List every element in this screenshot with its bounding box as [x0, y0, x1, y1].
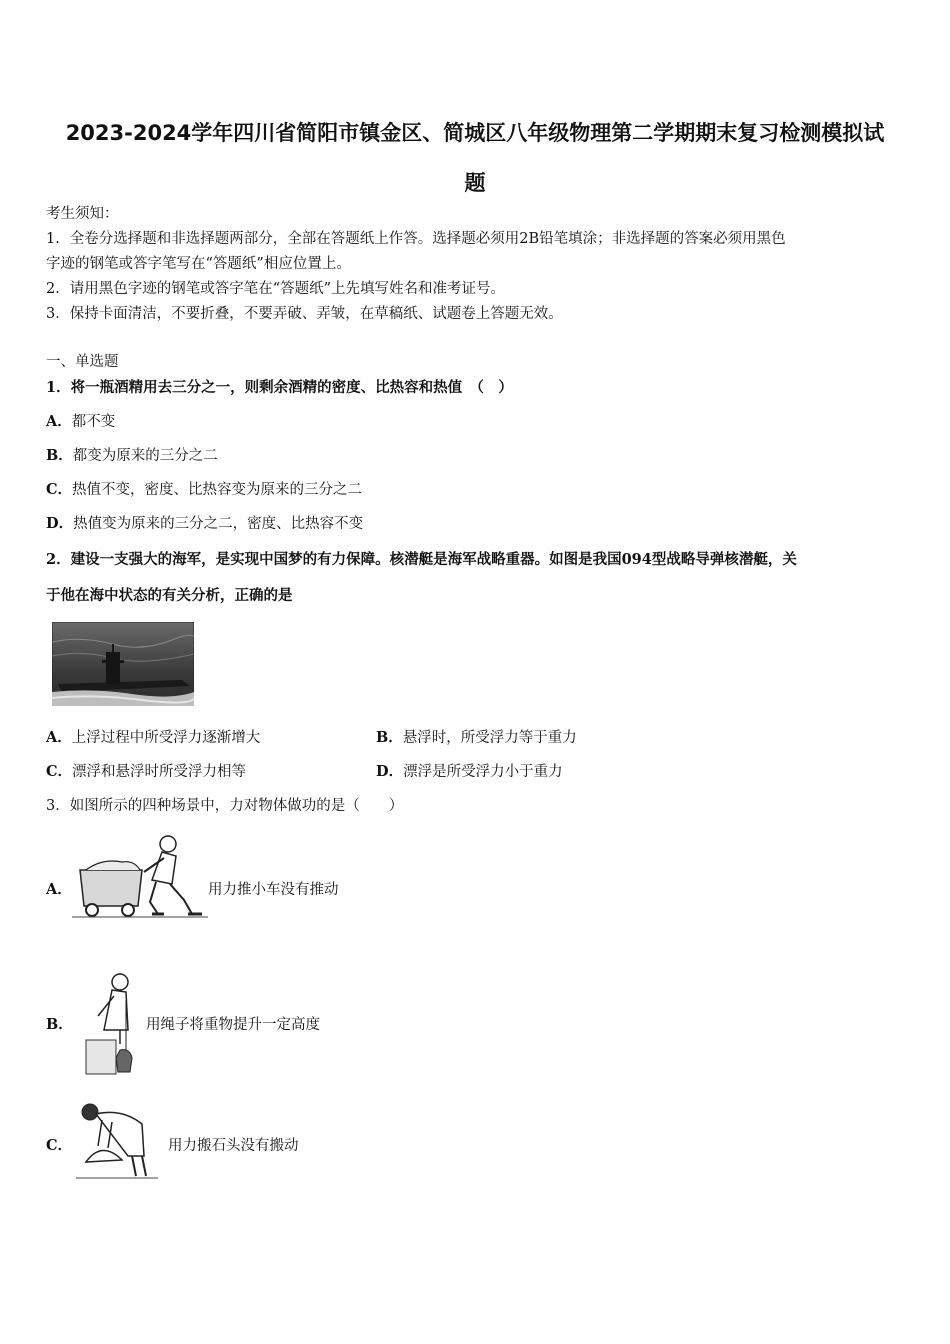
- q1-stem: 1．将一瓶酒精用去三分之一，则剩余酒精的密度、比热容和热值 （ ）: [46, 379, 513, 396]
- q2-option-a[interactable]: [46, 726, 260, 747]
- exam-notice: [46, 202, 916, 327]
- option-letter: D．: [376, 763, 404, 780]
- title-line-2: 题: [464, 171, 486, 195]
- option-text: 悬浮时，所受浮力等于重力: [402, 730, 577, 746]
- section-heading: 一、单选题: [46, 354, 119, 370]
- submarine-photo: [52, 622, 194, 706]
- option-letter: C．: [46, 763, 73, 780]
- q3-option-c-text: 用力搬石头没有搬动: [168, 1138, 299, 1154]
- lift-stone-illustration: [72, 1100, 158, 1186]
- option-text: 热值不变，密度、比热容变为原来的三分之二: [72, 482, 363, 498]
- option-letter: B．: [376, 729, 403, 746]
- lift-weight-illustration: [84, 970, 144, 1078]
- option-text: 都变为原来的三分之二: [72, 448, 218, 464]
- notice-item: 2．请用黑色字迹的钢笔或答字笔在“答题纸”上先填写姓名和准考证号。: [46, 281, 506, 297]
- q1-option-d[interactable]: [46, 512, 363, 533]
- q3-option-a-text: 用力推小车没有推动: [208, 882, 339, 898]
- q3-stem: 3．如图所示的四种场景中，力对物体做功的是（ ）: [46, 798, 404, 814]
- q1-option-b[interactable]: [46, 444, 218, 465]
- page-title: [30, 108, 920, 208]
- option-letter: A．: [46, 729, 72, 746]
- q3-option-b[interactable]: [46, 1013, 73, 1034]
- notice-item: 1．全卷分选择题和非选择题两部分，全部在答题纸上作答。选择题必须用2B铅笔填涂；非选择题的答案必须用黑色: [46, 231, 786, 247]
- q3-option-b-text: 用绳子将重物提升一定高度: [146, 1017, 320, 1033]
- q1-option-a[interactable]: [46, 410, 115, 431]
- q2-stem-line-2: 于他在海中状态的有关分析，正确的是: [46, 587, 293, 604]
- q3-option-a[interactable]: [46, 878, 72, 899]
- q1-option-c[interactable]: [46, 478, 362, 499]
- option-text: 漂浮和悬浮时所受浮力相等: [72, 764, 247, 780]
- option-letter: A．: [46, 881, 72, 898]
- option-text: 热值变为原来的三分之二，密度、比热容不变: [73, 516, 364, 532]
- q3-option-c[interactable]: [46, 1134, 72, 1155]
- notice-item: 3．保持卡面清洁，不要折叠，不要弄破、弄皱，在草稿纸、试题卷上答题无效。: [46, 306, 563, 322]
- option-letter: D．: [46, 515, 74, 532]
- option-letter: B．: [46, 1016, 73, 1033]
- push-cart-illustration: [72, 830, 208, 920]
- option-text: 漂浮是所受浮力小于重力: [403, 764, 563, 780]
- option-letter: C．: [46, 481, 73, 498]
- option-letter: B．: [46, 447, 73, 464]
- q2-option-d[interactable]: [376, 760, 563, 781]
- q2-stem-line-1: 2．建设一支强大的海军，是实现中国梦的有力保障。核潜艇是海军战略重器。如图是我国094型战略导弹核潜艇，关: [46, 551, 797, 568]
- option-text: 上浮过程中所受浮力逐渐增大: [71, 730, 261, 746]
- q2-option-c[interactable]: [46, 760, 246, 781]
- option-text: 都不变: [71, 414, 116, 430]
- q2-option-b[interactable]: [376, 726, 577, 747]
- notice-item: 字迹的钢笔或答字笔写在“答题纸”相应位置上。: [46, 256, 351, 272]
- notice-heading: 考生须知：: [46, 206, 119, 222]
- option-letter: A．: [46, 413, 72, 430]
- title-line-1: 2023-2024学年四川省简阳市镇金区、简城区八年级物理第二学期期末复习检测模拟试: [65, 121, 885, 145]
- option-letter: C．: [46, 1137, 73, 1154]
